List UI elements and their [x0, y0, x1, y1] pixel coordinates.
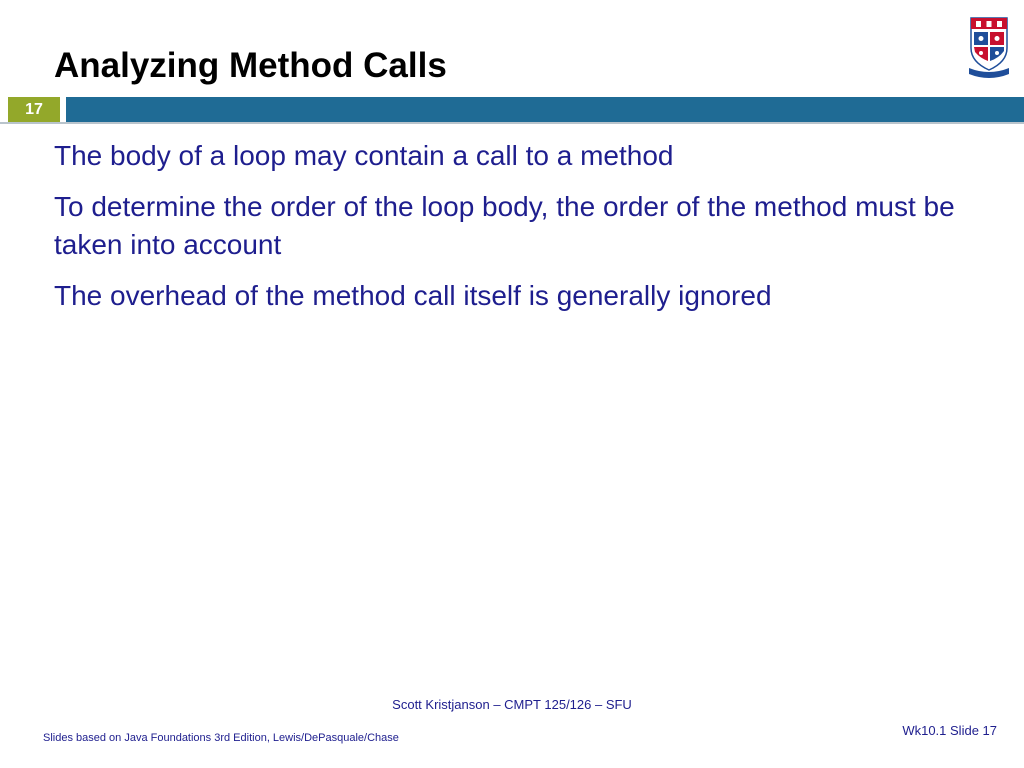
bullet-item: To determine the order of the loop body, the order of the method must be taken into account [54, 191, 955, 260]
bullet-list [54, 137, 984, 328]
slide-number-badge: 17 [8, 97, 60, 122]
slide-title: Analyzing Method Calls [54, 46, 447, 85]
title-bar-divider [0, 122, 1024, 124]
bullet-item: The body of a loop may contain a call to a method [54, 140, 674, 171]
title-bar [66, 97, 1024, 122]
footer-slide-label: Wk10.1 Slide 17 [902, 723, 997, 738]
bullet-item: The overhead of the method call itself is generally ignored [54, 280, 772, 311]
footer-source: Slides based on Java Foundations 3rd Edition, Lewis/DePasquale/Chase [43, 732, 399, 744]
footer-author: Scott Kristjanson – CMPT 125/126 – SFU [392, 697, 632, 712]
university-crest-icon [966, 14, 1012, 78]
